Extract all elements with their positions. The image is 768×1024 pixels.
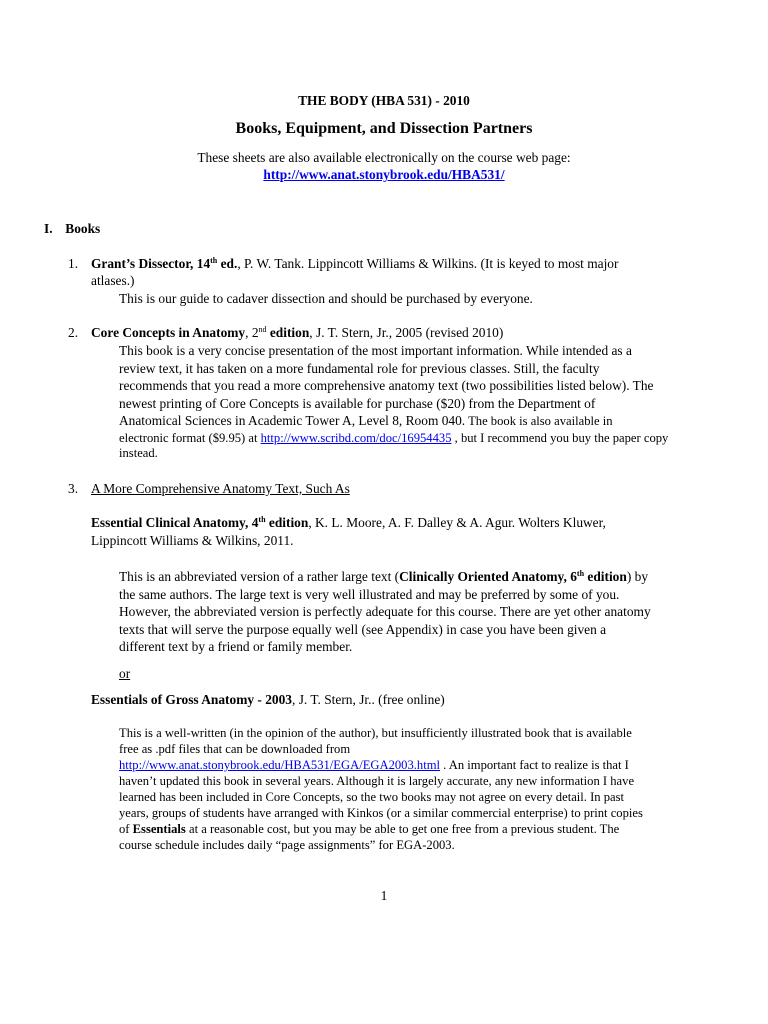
grants-details: , P. W. Tank. Lippincott Williams & Wilkins. (It is keyed to most major	[237, 256, 619, 271]
core-desc-line-5b: The book is also available in	[465, 414, 613, 428]
core-sep: , 2	[245, 325, 259, 340]
ega-line-1: This is a well-written (in the opinion of the author), but insufficiently illustrated book that is available	[119, 726, 632, 740]
ega-line-7	[119, 821, 619, 837]
abbrev-line-3: However, the abbreviated version is perfectly adequate for this course. There are yet other anatomy	[119, 604, 651, 619]
ega-line-7a: of	[119, 822, 133, 836]
ega-line-5: learned has been included in Core Concepts, so the two books may not agree on every detail. In past	[119, 790, 625, 804]
core-desc-line-6	[119, 430, 668, 446]
eca-edition: edition	[265, 515, 309, 530]
grants-details-line2: atlases.)	[91, 273, 135, 288]
item-number-1: 1.	[68, 256, 79, 271]
item-number-2: 2.	[68, 325, 79, 340]
essentials-bold: Essentials	[132, 822, 186, 836]
grants-dissector-entry	[91, 255, 618, 273]
eca-details: , K. L. Moore, A. F. Dalley & A. Agur. Wolters Kluwer,	[308, 515, 606, 530]
abbrev-line-5: different text by a friend or family member.	[119, 639, 353, 654]
eca-entry	[91, 514, 606, 532]
grants-title-sup: th	[210, 256, 218, 265]
ega-title: Essentials of Gross Anatomy - 2003	[91, 692, 292, 707]
ega-line-4: haven’t updated this book in several years. Although it is largely accurate, any new information I have	[119, 774, 635, 788]
ega-line-2: free as .pdf files that can be downloaded from	[119, 742, 351, 756]
abbrev-line-1c: ) by	[626, 569, 649, 584]
or-label: or	[119, 666, 131, 681]
abbrev-line-4: texts that will serve the purpose equally well (see Appendix) in case you have been given a	[119, 622, 607, 637]
core-edition: edition	[266, 325, 310, 340]
core-details: , J. T. Stern, Jr., 2005 (revised 2010)	[309, 325, 504, 340]
course-url-line	[0, 166, 768, 184]
course-title: THE BODY (HBA 531) - 2010	[298, 93, 470, 108]
ega-line-7b: at a reasonable cost, but you may be able to get one free from a previous student. The	[185, 822, 620, 836]
section-heading	[44, 220, 100, 238]
core-desc-line-5a: Anatomical Sciences in Academic Tower A, Level 8, Room 040.	[119, 413, 466, 428]
abbrev-line-2: the same authors. The large text is very well illustrated and may be preferred by some of you.	[119, 587, 620, 602]
core-desc-line-4: newest printing of Core Concepts is available for purchase ($20) from the Department of	[119, 396, 596, 411]
scribd-link[interactable]: http://www.scribd.com/doc/16954435	[260, 431, 452, 445]
core-desc-line-3: recommends that you read a more comprehensive anatomy text (two possibilities listed below). The	[119, 378, 654, 393]
coa-title: Clinically Oriented Anatomy, 6	[399, 569, 577, 584]
ega-line-8: course schedule includes daily “page assignments” for EGA-2003.	[119, 838, 455, 852]
core-desc-line-6b: , but I recommend you buy the paper copy	[451, 431, 669, 445]
document-subtitle: Books, Equipment, and Dissection Partners	[235, 120, 533, 137]
eca-title: Essential Clinical Anatomy, 4	[91, 515, 259, 530]
ega-entry	[91, 691, 445, 709]
ega-line-3	[119, 757, 629, 773]
course-url-link[interactable]: http://www.anat.stonybrook.edu/HBA531/	[263, 167, 505, 182]
core-desc-line-1: This book is a very concise presentation of the most important information. While intended as a	[119, 343, 632, 358]
core-desc-line-5	[119, 412, 613, 430]
item-number-3: 3.	[68, 481, 79, 496]
coa-sup: th	[576, 569, 585, 578]
ega-download-link[interactable]: http://www.anat.stonybrook.edu/HBA531/EGA/EGA2003.html	[119, 758, 440, 772]
coa-edition: edition	[584, 569, 627, 584]
abbrev-line-1a: This is an abbreviated version of a rather large text (	[119, 569, 400, 584]
eca-sup: th	[258, 515, 266, 524]
grants-note: This is our guide to cadaver dissection and should be purchased by everyone.	[119, 291, 533, 306]
grants-edition: ed.	[217, 256, 238, 271]
core-title: Core Concepts in Anatomy	[91, 325, 246, 340]
ega-line-6: years, groups of students have arranged with Kinkos (or a similar commercial enterprise) to print copies	[119, 806, 643, 820]
grants-title: Grant’s Dissector, 14	[91, 256, 211, 271]
ega-line-3b: . An important fact to realize is that I	[440, 758, 629, 772]
core-desc-line-7: instead.	[119, 446, 158, 460]
comprehensive-heading: A More Comprehensive Anatomy Text, Such As	[91, 481, 350, 496]
ega-details: , J. T. Stern, Jr.. (free online)	[292, 692, 445, 707]
availability-note: These sheets are also available electronically on the course web page:	[197, 150, 571, 165]
eca-details-line2: Lippincott Williams & Wilkins, 2011.	[91, 533, 294, 548]
section-title: Books	[65, 221, 101, 236]
section-number: I.	[44, 221, 53, 236]
abbrev-line-1	[119, 568, 648, 586]
core-sup: nd	[258, 325, 267, 334]
core-desc-line-6a: electronic format ($9.95) at	[119, 431, 261, 445]
core-desc-line-2: review text, it has taken on a more fundamental role for previous classes. Still, the faculty	[119, 361, 600, 376]
core-concepts-entry	[91, 324, 503, 342]
page-number: 1	[380, 888, 388, 903]
